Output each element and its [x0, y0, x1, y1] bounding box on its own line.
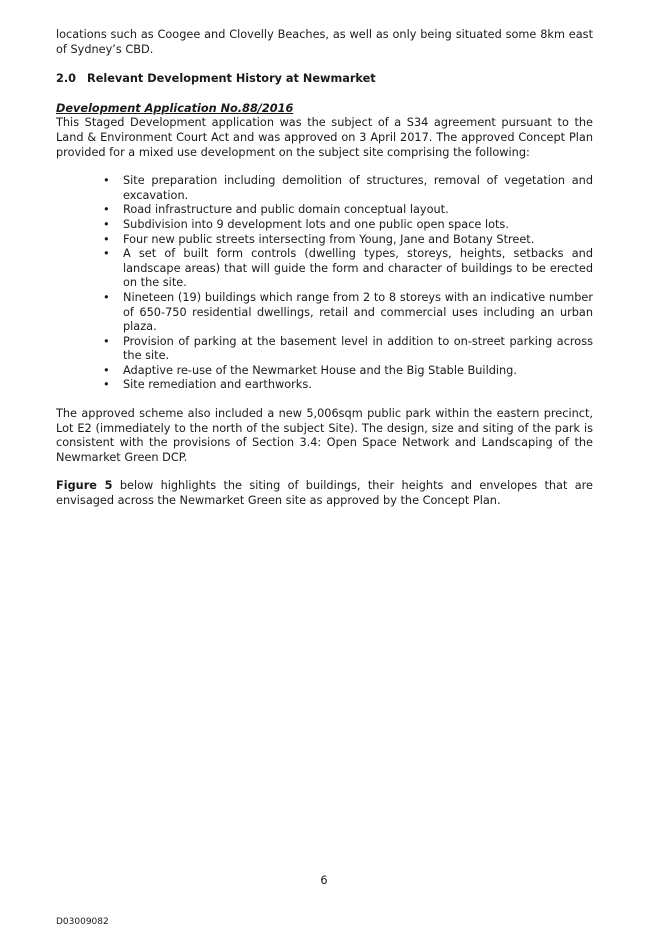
bullet-icon: • [103, 363, 110, 377]
list-item [103, 364, 593, 379]
figure-paragraph [56, 479, 593, 508]
list-item [103, 203, 593, 218]
page-number: 6 [320, 874, 328, 887]
section-number: 2.0 [56, 72, 77, 86]
list-item-text: Site preparation including demolition of structures, removal of vegetation and excavation. [123, 174, 593, 202]
bullet-icon: • [103, 174, 110, 188]
intro-paragraph: This Staged Development application was the subject of a S34 agreement pursuant to the Land & Environment Court Act and was approved on 3 April 2017. The approved Concept Plan provided for a mixed use development on the subject site comprising the following: [56, 116, 593, 159]
list-item-text: Subdivision into 9 development lots and one public open space lots. [123, 217, 509, 231]
list-item [103, 291, 593, 335]
document-id: D03009082 [56, 917, 109, 927]
list-item-text: Nineteen (19) buildings which range from 2 to 8 storeys with an indicative number of 650-750 residential dwellings, retail and commercial uses including an urban plaza. [123, 290, 593, 334]
list-item [103, 233, 593, 248]
list-item [103, 378, 593, 393]
intro-continuation: locations such as Coogee and Clovelly Beaches, as well as only being situated some 8km east of Sydney’s CBD. [56, 28, 593, 56]
page-content [56, 28, 593, 509]
list-item-text: Provision of parking at the basement level in addition to on-street parking across the site. [123, 334, 593, 363]
list-item-text: Road infrastructure and public domain conceptual layout. [123, 203, 449, 217]
figure-reference: Figure 5 [56, 479, 113, 493]
bullet-icon: • [103, 378, 110, 392]
bullet-icon: • [103, 290, 110, 304]
list-item [103, 174, 593, 203]
bullet-list [56, 174, 593, 393]
list-item-text: A set of built form controls (dwelling types, storeys, heights, setbacks and landscape areas) that will guide the form and character of buildings to be erected on the site. [123, 247, 593, 290]
park-paragraph: The approved scheme also included a new 5,006sqm public park within the eastern precinct, Lot E2 (immediately to the north of the subject Site). The design, size and siting of the park is consistent with the provisions of Section 3.4: Open Space Network and Landscaping of the Newmarket Green DCP. [56, 407, 593, 464]
list-item [103, 247, 593, 291]
bullet-icon: • [103, 217, 110, 231]
list-item [103, 335, 593, 364]
section-heading [56, 72, 593, 87]
list-item-text: Four new public streets intersecting from Young, Jane and Botany Street. [123, 232, 535, 246]
list-item-text: Site remediation and earthworks. [123, 378, 312, 392]
bullet-icon: • [103, 334, 110, 348]
section-title: Relevant Development History at Newmarket [87, 72, 376, 86]
bullet-icon: • [103, 232, 110, 246]
subsection-heading: Development Application No.88/2016 [56, 101, 294, 115]
list-item [103, 218, 593, 233]
figure-paragraph-text: below highlights the siting of buildings, their heights and envelopes that are envisaged across the Newmarket Green site as approved by the Concept Plan. [56, 479, 593, 508]
bullet-icon: • [103, 247, 110, 261]
list-item-text: Adaptive re-use of the Newmarket House and the Big Stable Building. [123, 363, 517, 377]
bullet-icon: • [103, 203, 110, 217]
